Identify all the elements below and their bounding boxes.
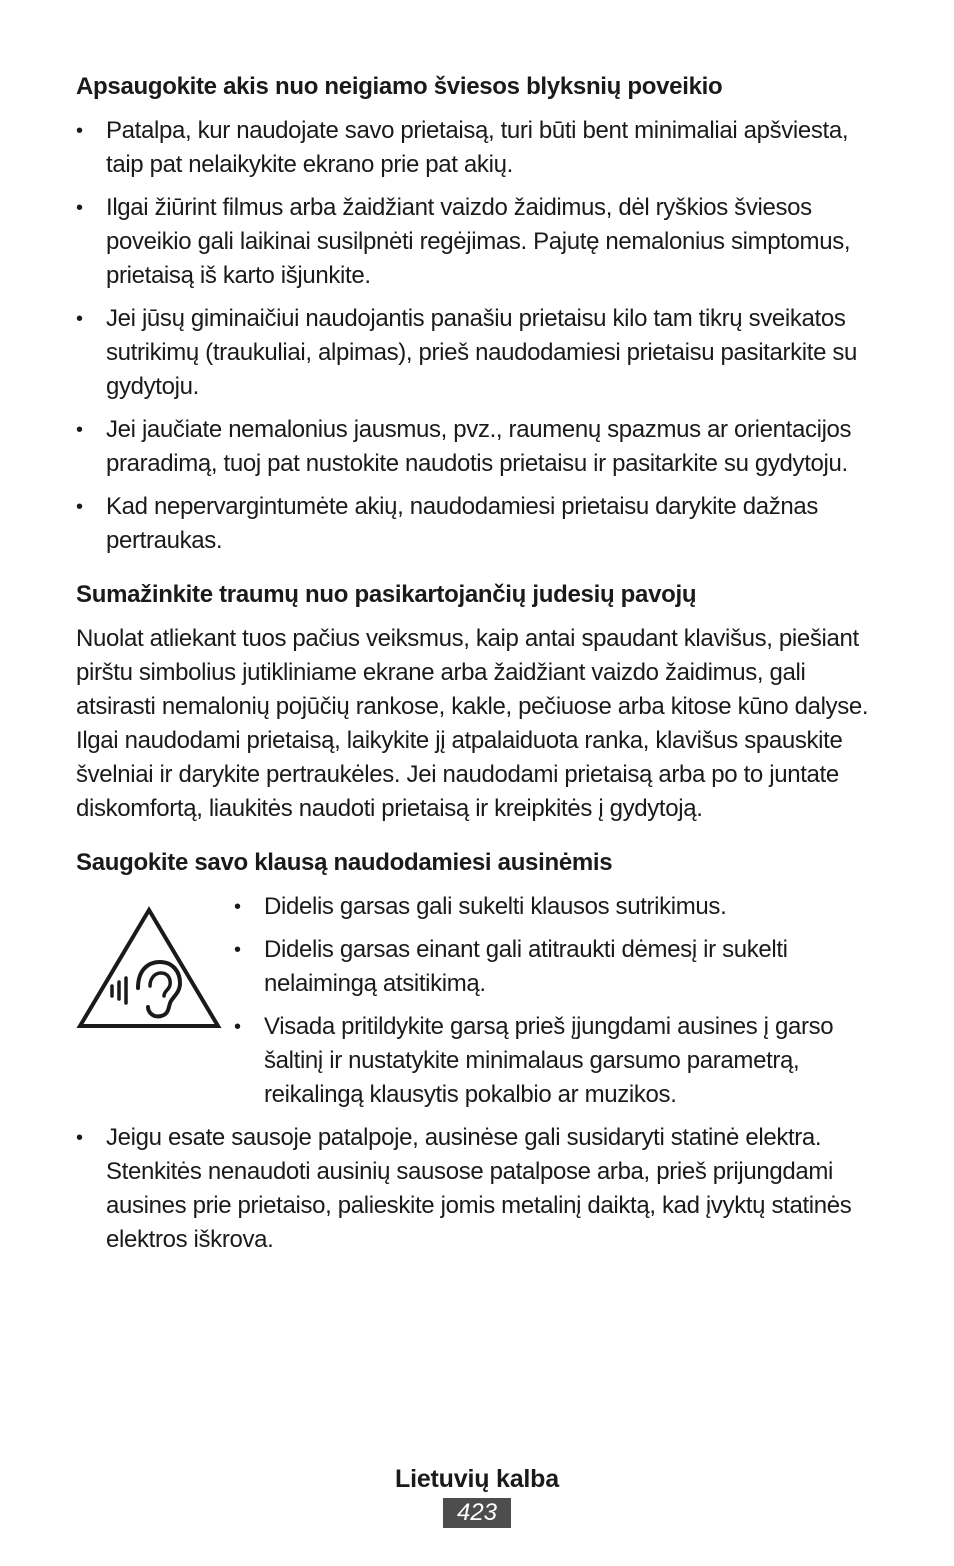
section-eye-protection: [76, 70, 886, 558]
list-item: [234, 1010, 874, 1112]
hearing-warning-block: [76, 890, 886, 1121]
bullet-icon: •: [76, 1127, 83, 1149]
list-item: [76, 413, 886, 481]
bullet-icon: •: [234, 939, 241, 961]
page-footer: [0, 1462, 954, 1528]
list-item: [76, 114, 886, 182]
section-hearing-protection: [76, 846, 886, 1257]
hearing-warning-icon: [76, 906, 222, 1030]
list-item-text: Kad nepervargintumėte akių, naudodamiesi prietaisu darykite dažnas pertraukas.: [106, 493, 819, 554]
list-item-text: Patalpa, kur naudojate savo prietaisą, turi būti bent minimaliai apšviesta, taip pat nelaikykite ekrano prie pat akių.: [106, 117, 849, 178]
bullet-icon: •: [234, 1016, 241, 1038]
list-item-text: Didelis garsas einant gali atitraukti dėmesį ir sukelti nelaimingą atsitikimą.: [264, 936, 788, 997]
list-item: [76, 191, 886, 293]
list-item: [234, 933, 874, 1001]
bullet-icon: •: [76, 120, 83, 142]
section-repetitive-motion: [76, 578, 886, 826]
list-item-text: Visada pritildykite garsą prieš įjungdami ausines į garso šaltinį ir nustatykite minimalaus garsumo parametrą, reikalingą klausytis pokalbio ar muzikos.: [264, 1013, 834, 1108]
bullet-icon: •: [76, 419, 83, 441]
bullet-icon: •: [76, 496, 83, 518]
section-heading: Sumažinkite traumų nuo pasikartojančių judesių pavojų: [76, 581, 697, 608]
list-item: [234, 890, 874, 924]
bullet-list: [234, 890, 874, 1121]
section-heading: Saugokite savo klausą naudodamiesi ausinėmis: [76, 849, 613, 876]
page-number: 423: [443, 1498, 511, 1528]
section-paragraph: Nuolat atliekant tuos pačius veiksmus, kaip antai spaudant klavišus, piešiant pirštu simbolius jutikliniame ekrane arba žaidžiant vaizdo žaidimus, gali atsirasti nemalonių pojūčių rankose, kakle, pečiuose arba kitose kūno dalyse. Ilgai naudodami prietaisą, laikykite jį atpalaiduota ranka, klavišus spauskite švelniai ir darykite pertraukėles. Jei naudodami prietaisą arba po to juntate diskomfortą, liaukitės naudoti prietaisą ir kreipkitės į gydytoją.: [76, 625, 869, 822]
list-item-text: Jei jūsų giminaičiui naudojantis panašiu prietaisu kilo tam tikrų sveikatos sutrikimų (traukuliai, alpimas), prieš naudodamiesi prietaisu pasitarkite su gydytoju.: [106, 305, 858, 400]
list-item: [76, 1121, 886, 1257]
list-item: [76, 490, 886, 558]
section-heading: Apsaugokite akis nuo neigiamo šviesos blyksnių poveikio: [76, 73, 723, 100]
list-item-text: Jeigu esate sausoje patalpoje, ausinėse gali susidaryti statinė elektra. Stenkitės nenaudoti ausinių sausose patalpose arba, prieš prijungdami ausines prie prietaiso, palieskite jomis metalinį daiktą, kad įvyktų statinės elektros iškrova.: [106, 1124, 852, 1253]
list-item-text: Ilgai žiūrint filmus arba žaidžiant vaizdo žaidimus, dėl ryškios šviesos poveikio gali laikinai susilpnėti regėjimas. Pajutę nemalonius simptomus, prietaisą iš karto išjunkite.: [106, 194, 851, 289]
bullet-icon: •: [76, 197, 83, 219]
list-item-text: Didelis garsas gali sukelti klausos sutrikimus.: [264, 893, 727, 920]
bullet-list: [76, 1121, 886, 1257]
list-item-text: Jei jaučiate nemalonius jausmus, pvz., raumenų spazmus ar orientacijos praradimą, tuoj pat nustokite naudotis prietaisu ir pasitarkite su gydytoju.: [106, 416, 852, 477]
footer-language: Lietuvių kalba: [395, 1465, 559, 1493]
bullet-list: [76, 114, 886, 558]
bullet-icon: •: [76, 308, 83, 330]
bullet-icon: •: [234, 896, 241, 918]
list-item: [76, 302, 886, 404]
page-content: [76, 70, 886, 1277]
